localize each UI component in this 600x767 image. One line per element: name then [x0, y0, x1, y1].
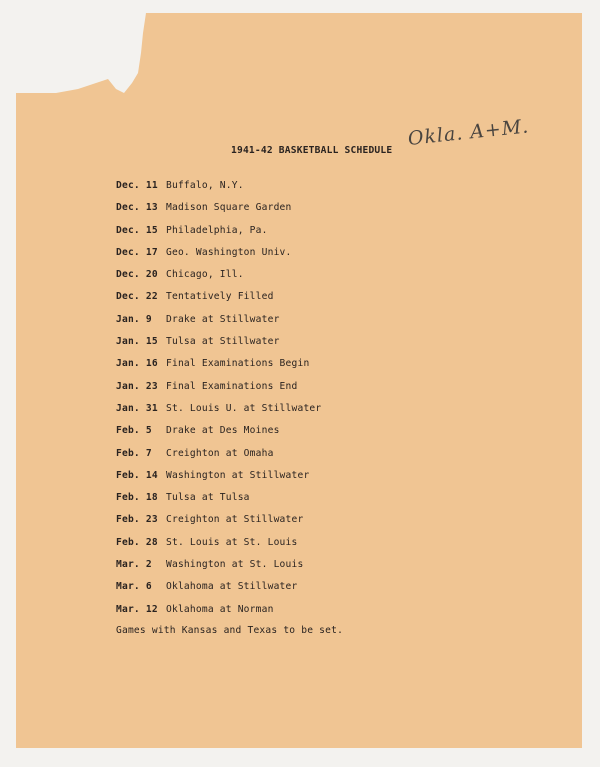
schedule-date: Dec. 17	[116, 246, 158, 258]
schedule-date: Feb. 23	[116, 514, 158, 526]
schedule-row	[116, 180, 321, 202]
schedule-event: St. Louis at St. Louis	[166, 536, 298, 548]
schedule-event: Creighton at Omaha	[166, 447, 274, 459]
document-title: 1941-42 BASKETBALL SCHEDULE	[231, 145, 393, 156]
schedule-row	[116, 425, 321, 447]
schedule-row	[116, 470, 321, 492]
schedule-event: Madison Square Garden	[166, 202, 292, 214]
schedule-row	[116, 403, 321, 425]
schedule-date: Feb. 5	[116, 425, 152, 437]
schedule-row	[116, 358, 321, 380]
schedule-row	[116, 336, 321, 358]
schedule-date: Dec. 20	[116, 269, 158, 281]
schedule-event: Geo. Washington Univ.	[166, 246, 292, 258]
schedule-row	[116, 225, 321, 247]
schedule-row	[116, 247, 321, 269]
schedule-event: Tulsa at Tulsa	[166, 492, 250, 504]
schedule-row	[116, 269, 321, 291]
schedule-event: Buffalo, N.Y.	[166, 180, 244, 191]
schedule-date: Mar. 2	[116, 559, 152, 571]
schedule-date: Feb. 7	[116, 447, 152, 459]
schedule-row	[116, 314, 321, 336]
schedule-row	[116, 291, 321, 313]
schedule-date: Dec. 22	[116, 291, 158, 303]
schedule-date: Dec. 13	[116, 202, 158, 214]
schedule-row	[116, 381, 321, 403]
handwritten-annotation: Okla. A+M.	[406, 115, 531, 150]
schedule-row	[116, 537, 321, 559]
schedule-date: Mar. 6	[116, 581, 152, 593]
schedule-row	[116, 448, 321, 470]
schedule-date: Feb. 14	[116, 469, 158, 481]
schedule-row	[116, 559, 321, 581]
schedule-event: Tulsa at Stillwater	[166, 336, 280, 348]
schedule-date: Dec. 11	[116, 180, 158, 191]
schedule-event: Philadelphia, Pa.	[166, 224, 268, 236]
schedule-date: Dec. 15	[116, 224, 158, 236]
schedule-list	[116, 180, 321, 626]
schedule-event: Tentatively Filled	[166, 291, 274, 303]
schedule-footnote: Games with Kansas and Texas to be set.	[116, 625, 344, 636]
schedule-event: Drake at Stillwater	[166, 313, 280, 325]
schedule-date: Feb. 28	[116, 536, 158, 548]
schedule-row	[116, 581, 321, 603]
schedule-date: Jan. 15	[116, 336, 158, 348]
schedule-event: Washington at Stillwater	[166, 469, 310, 481]
schedule-row	[116, 604, 321, 626]
schedule-event: Drake at Des Moines	[166, 425, 280, 437]
schedule-date: Jan. 23	[116, 380, 158, 392]
schedule-row	[116, 492, 321, 514]
schedule-event: Chicago, Ill.	[166, 269, 244, 281]
schedule-event: Washington at St. Louis	[166, 559, 304, 571]
schedule-event: Final Examinations End	[166, 380, 298, 392]
schedule-event: Creighton at Stillwater	[166, 514, 304, 526]
schedule-date: Jan. 9	[116, 313, 152, 325]
schedule-row	[116, 202, 321, 224]
schedule-date: Mar. 12	[116, 603, 158, 615]
schedule-event: Oklahoma at Norman	[166, 603, 274, 615]
schedule-event: Final Examinations Begin	[166, 358, 310, 370]
schedule-row	[116, 514, 321, 536]
schedule-event: St. Louis U. at Stillwater	[166, 402, 322, 414]
schedule-date: Feb. 18	[116, 492, 158, 504]
schedule-date: Jan. 31	[116, 402, 158, 414]
schedule-date: Jan. 16	[116, 358, 158, 370]
schedule-event: Oklahoma at Stillwater	[166, 581, 298, 593]
